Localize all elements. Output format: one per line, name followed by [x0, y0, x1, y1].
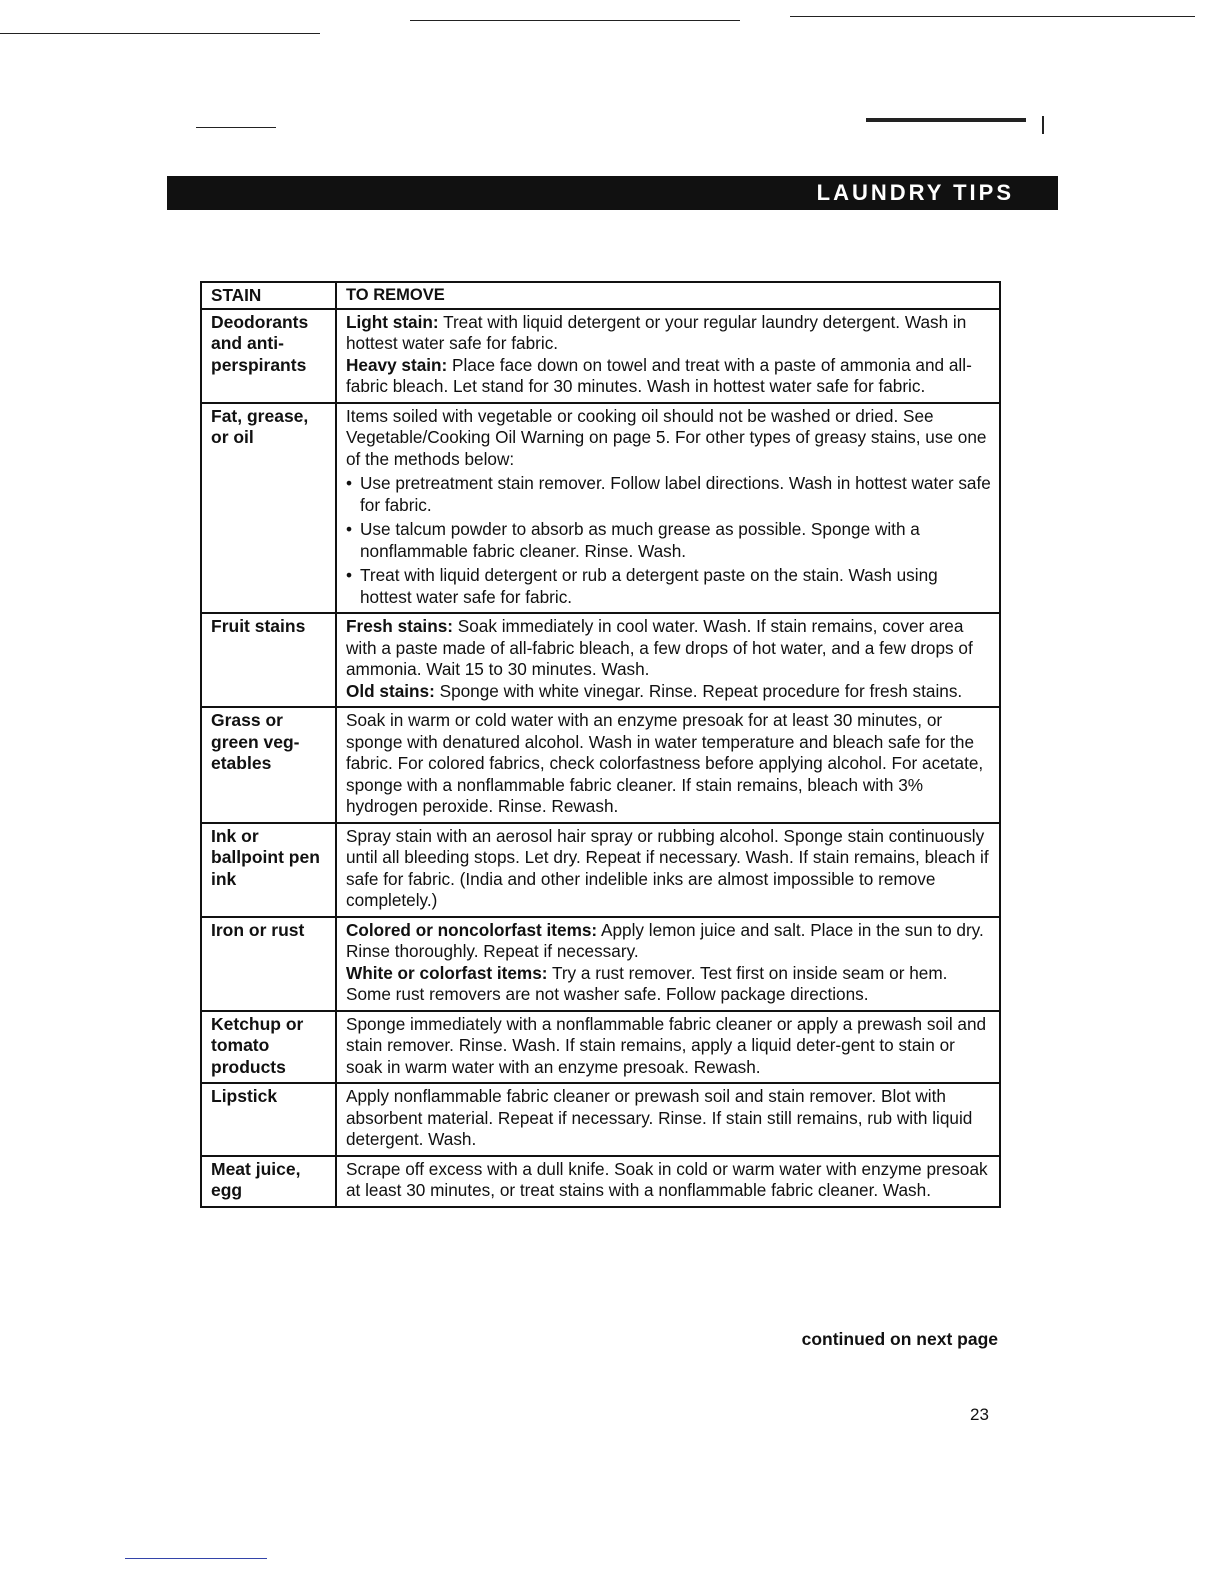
instruction-text: Sponge with white vinegar. Rinse. Repeat procedure for fresh stains.	[434, 680, 963, 701]
bullet-text: Use pretreatment stain remover. Follow label directions. Wash in hottest water safe for fabric.	[360, 473, 991, 515]
stain-name: Meat juice, egg	[201, 1156, 336, 1207]
stain-name: Deodorants and anti-perspirants	[201, 309, 336, 403]
instruction-paragraph	[346, 963, 993, 1006]
table-row	[201, 707, 1000, 823]
table-header-row	[201, 282, 1000, 309]
instruction-label: White or colorfast items:	[346, 962, 548, 983]
table-row	[201, 1011, 1000, 1084]
remove-instructions	[336, 309, 1000, 403]
scan-artifact-line	[0, 33, 320, 34]
table-row	[201, 1083, 1000, 1156]
scan-artifact-line	[196, 127, 276, 128]
scan-artifact-tick	[1042, 116, 1044, 134]
instruction-label: Old stains:	[346, 680, 435, 701]
instruction-paragraph	[346, 616, 993, 681]
scan-artifact-line	[125, 1558, 267, 1559]
instruction-paragraph	[346, 355, 993, 398]
instruction-text: Apply lemon juice and salt. Place in the sun to dry. Rinse thoroughly. Repeat if necessary.	[346, 919, 984, 961]
section-header-bar	[167, 176, 1058, 210]
scan-artifact-line	[866, 118, 1026, 122]
stain-name: Lipstick	[201, 1083, 336, 1156]
bullet-icon: •	[346, 473, 353, 493]
scan-artifact-line	[410, 20, 740, 21]
bullet-icon: •	[346, 519, 353, 539]
stain-name: Ink or ballpoint pen ink	[201, 823, 336, 917]
table-row	[201, 1156, 1000, 1207]
page-number: 23	[970, 1405, 989, 1424]
bullet-item	[346, 519, 993, 562]
table-row	[201, 613, 1000, 707]
column-header-stain: STAIN	[201, 282, 336, 309]
remove-instructions	[336, 613, 1000, 707]
bullet-text: Treat with liquid detergent or rub a detergent paste on the stain. Wash using hottest water safe for fabric.	[360, 565, 938, 607]
table-row	[201, 309, 1000, 403]
remove-instructions	[336, 917, 1000, 1011]
bullet-item	[346, 473, 993, 516]
table-row	[201, 917, 1000, 1011]
continued-note: continued on next page	[801, 1329, 998, 1349]
table-row	[201, 823, 1000, 917]
instruction-text: Treat with liquid detergent or your regular laundry detergent. Wash in hottest water safe for fabric.	[346, 311, 967, 353]
instruction-label: Heavy stain:	[346, 354, 448, 375]
instruction-text: Items soiled with vegetable or cooking oil should not be washed or dried. See Vegetable/Cooking Oil Warning on page 5. For other types of greasy stains, use one of the methods below:	[346, 405, 987, 469]
stain-name: Ketchup or tomato products	[201, 1011, 336, 1084]
remove-instructions	[336, 403, 1000, 614]
remove-instructions: Apply nonflammable fabric cleaner or prewash soil and stain remover. Blot with absorbent material. Repeat if necessary. Rinse. If stain still remains, rub with liquid detergent. Wash.	[336, 1083, 1000, 1156]
instruction-paragraph	[346, 920, 993, 963]
instruction-text: Place face down on towel and treat with a paste of ammonia and all-fabric bleach. Let stand for 30 minutes. Wash in hottest water safe for fabric.	[346, 354, 972, 396]
bullet-item	[346, 565, 993, 608]
instruction-label: Colored or noncolorfast items:	[346, 919, 598, 940]
stain-name: Fat, grease, or oil	[201, 403, 336, 614]
instruction-label: Fresh stains:	[346, 616, 453, 636]
remove-instructions: Soak in warm or cold water with an enzyme presoak for at least 30 minutes, or sponge with denatured alcohol. Wash in water temperature and bleach safe for the fabric. For colored fabrics, check colorfastness before applying alcohol. For acetate, sponge with a nonflammable fabric cleaner. If stain remains, bleach with 3% hydrogen peroxide. Rinse. Rewash.	[336, 707, 1000, 823]
instruction-text: Try a rust remover. Test first on inside seam or hem. Some rust removers are not washer safe. Follow package directions.	[346, 962, 948, 1004]
remove-instructions: Sponge immediately with a nonflammable fabric cleaner or apply a prewash soil and stain remover. Rinse. Wash. If stain remains, apply a liquid deter-gent to stain or soak in warm water with an enzyme presoak. Rewash.	[336, 1011, 1000, 1084]
bullet-icon: •	[346, 565, 353, 585]
remove-instructions: Scrape off excess with a dull knife. Soak in cold or warm water with enzyme presoak at least 30 minutes, or treat stains with a nonflammable fabric cleaner. Wash.	[336, 1156, 1000, 1207]
scan-artifact-line	[790, 16, 1195, 17]
column-header-to-remove: TO REMOVE	[336, 282, 1000, 309]
section-title: LAUNDRY TIPS	[816, 180, 1014, 205]
stain-name: Fruit stains	[201, 613, 336, 707]
remove-instructions: Spray stain with an aerosol hair spray or rubbing alcohol. Sponge stain continuously until all bleeding stops. Let dry. Repeat if necessary. Wash. If stain remains, bleach if safe for fabric. (India and other indelible inks are almost impossible to remove completely.)	[336, 823, 1000, 917]
instruction-paragraph	[346, 312, 993, 355]
instruction-text: Soak immediately in cool water. Wash. If stain remains, cover area with a paste made of all-fabric bleach, a few drops of hot water, and a few drops of ammonia. Wait 15 to 30 minutes. Wash.	[346, 616, 973, 679]
stain-name: Iron or rust	[201, 917, 336, 1011]
bullet-text: Use talcum powder to absorb as much grease as possible. Sponge with a nonflammable fabric cleaner. Rinse. Wash.	[360, 519, 920, 561]
stain-name: Grass or green veg-etables	[201, 707, 336, 823]
instruction-label: Light stain:	[346, 311, 439, 332]
stain-removal-table	[200, 281, 1001, 1208]
table-row	[201, 403, 1000, 614]
instruction-paragraph	[346, 681, 993, 703]
